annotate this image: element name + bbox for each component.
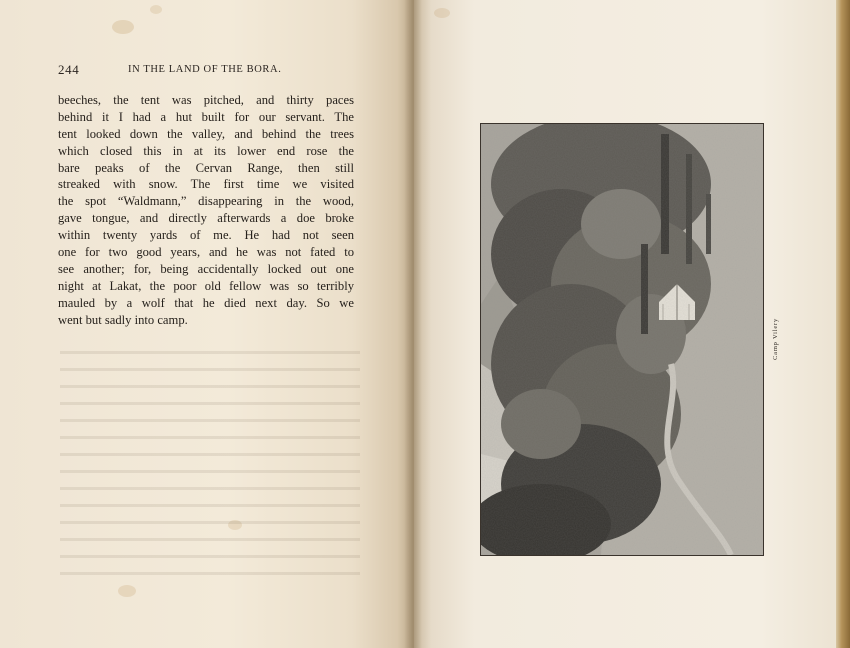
landscape-plate-illustration (480, 123, 764, 556)
plate-caption: Camp Vilery (772, 317, 779, 360)
book-gutter (404, 0, 422, 648)
left-page (0, 0, 414, 648)
text-line: tent looked down the valley, and behind the trees (58, 126, 354, 141)
page-number: 244 (58, 62, 80, 77)
text-line: within twenty yards of me. He had not seen (58, 228, 354, 243)
page-header (58, 62, 358, 82)
text-line: the spot “Waldmann,” disappearing in the wood, (58, 194, 354, 209)
text-line: see another; for, being accidentally locked out one (58, 261, 354, 276)
page-edge (836, 0, 850, 648)
running-head: IN THE LAND OF THE BORA. (128, 64, 282, 75)
foxing-spot (150, 5, 162, 14)
plate-engraving (481, 124, 763, 555)
text-line: beeches, the tent was pitched, and thirty paces (58, 93, 354, 107)
foxing-spot (112, 20, 134, 34)
text-line: mauled by a wolf that he died next day. So we (58, 295, 354, 310)
show-through-text (60, 345, 360, 575)
text-line: one for two good years, and he was not fated to (58, 245, 354, 260)
text-line: gave tongue, and directly afterwards a doe broke (58, 211, 354, 226)
body-text (58, 92, 354, 328)
foxing-spot (434, 8, 450, 18)
foxing-spot (118, 585, 136, 597)
text-line: went but sadly into camp. (58, 312, 188, 327)
text-line: bare peaks of the Cervan Range, then still (58, 160, 354, 175)
text-line: streaked with snow. The first time we visited (58, 177, 354, 192)
text-line: behind it I had a hut built for our servant. The (58, 109, 354, 124)
text-line: which closed this in at its lower end rose the (58, 143, 354, 158)
text-line: night at Lakat, the poor old fellow was so terribly (58, 278, 354, 293)
